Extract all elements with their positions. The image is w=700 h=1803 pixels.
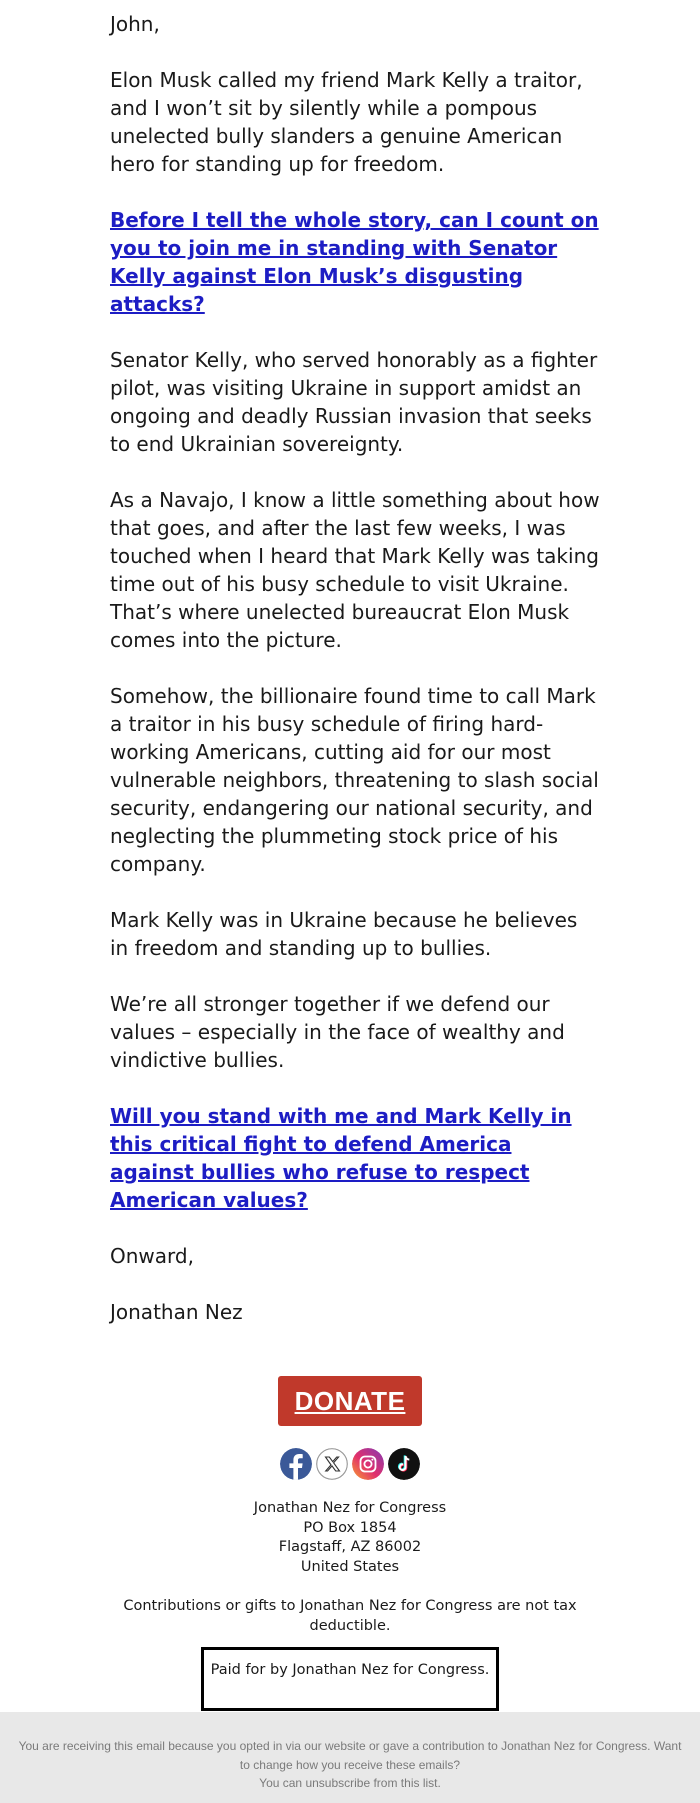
paragraph-stronger-together: We’re all stronger together if we defend our values – especially in the face of wealthy and vindictive bullies. <box>110 992 565 1072</box>
cta-link-defend-america[interactable]: Will you stand with me and Mark Kelly in this critical fight to defend America against bullies who refuse to respect American values? <box>110 1104 572 1212</box>
footer-optin-text: You are receiving this email because you opted in via our website or gave a contribution to Jonathan Nez for Congress. Want to change how you receive these emails? <box>18 1739 682 1772</box>
address-country: United States <box>300 1558 400 1575</box>
donate-button[interactable]: DONATE <box>278 1376 422 1426</box>
tax-disclaimer: Contributions or gifts to Jonathan Nez for Congress are not tax deductible. <box>123 1598 577 1634</box>
email-body <box>110 10 600 1354</box>
signature: Jonathan Nez <box>110 1300 243 1324</box>
x-icon[interactable] <box>316 1448 348 1480</box>
paragraph-navajo: As a Navajo, I know a little something about how that goes, and after the last few weeks, I was touched when I heard that Mark Kelly was taking time out of his busy schedule to visit Ukraine. <box>110 488 600 596</box>
paragraph-billionaire: Somehow, the billionaire found time to call Mark a traitor in his busy schedule of firing hard-working Americans, cutting aid for our most vulnerable neighbors, threatening to slash social security, endangering our national security, and neglecting the plummeting stock price of his company. <box>110 684 599 876</box>
donate-wrap <box>0 1376 700 1426</box>
paragraph-freedom: Mark Kelly was in Ukraine because he believes in freedom and standing up to bullies. <box>110 908 578 960</box>
address-line2: Flagstaff, AZ 86002 <box>278 1539 422 1555</box>
address-line1: PO Box 1854 <box>303 1519 397 1536</box>
mailing-address <box>0 1499 700 1577</box>
social-icons <box>0 1448 700 1480</box>
paragraph-senator-kelly: Senator Kelly, who served honorably as a fighter pilot, was visiting Ukraine in support amidst an ongoing and deadly Russian invasion that seeks to end Ukrainian sovereignty. <box>110 348 598 456</box>
email-footer <box>0 1712 700 1803</box>
unsubscribe-link[interactable]: You can unsubscribe from this list. <box>259 1776 441 1790</box>
paragraph-musk-traitor: Elon Musk called my friend Mark Kelly a traitor, and I won’t sit by silently while a pompous unelected bully slanders a genuine American hero for standing up for freedom. <box>110 68 583 176</box>
signoff: Onward, <box>110 1244 194 1268</box>
paragraph-bureaucrat: That’s where unelected bureaucrat Elon Musk comes into the picture. <box>110 600 570 652</box>
instagram-icon[interactable] <box>352 1448 384 1480</box>
address-org: Jonathan Nez for Congress <box>253 1500 447 1516</box>
cta-link-stand-with-kelly[interactable]: Before I tell the whole story, can I count on you to join me in standing with Senator Kelly against Elon Musk’s disgusting attacks? <box>110 208 599 316</box>
greeting: John, <box>110 12 160 36</box>
facebook-icon[interactable] <box>280 1448 312 1480</box>
paid-for-box: Paid for by Jonathan Nez for Congress. <box>201 1647 499 1711</box>
tiktok-icon[interactable] <box>388 1448 420 1480</box>
